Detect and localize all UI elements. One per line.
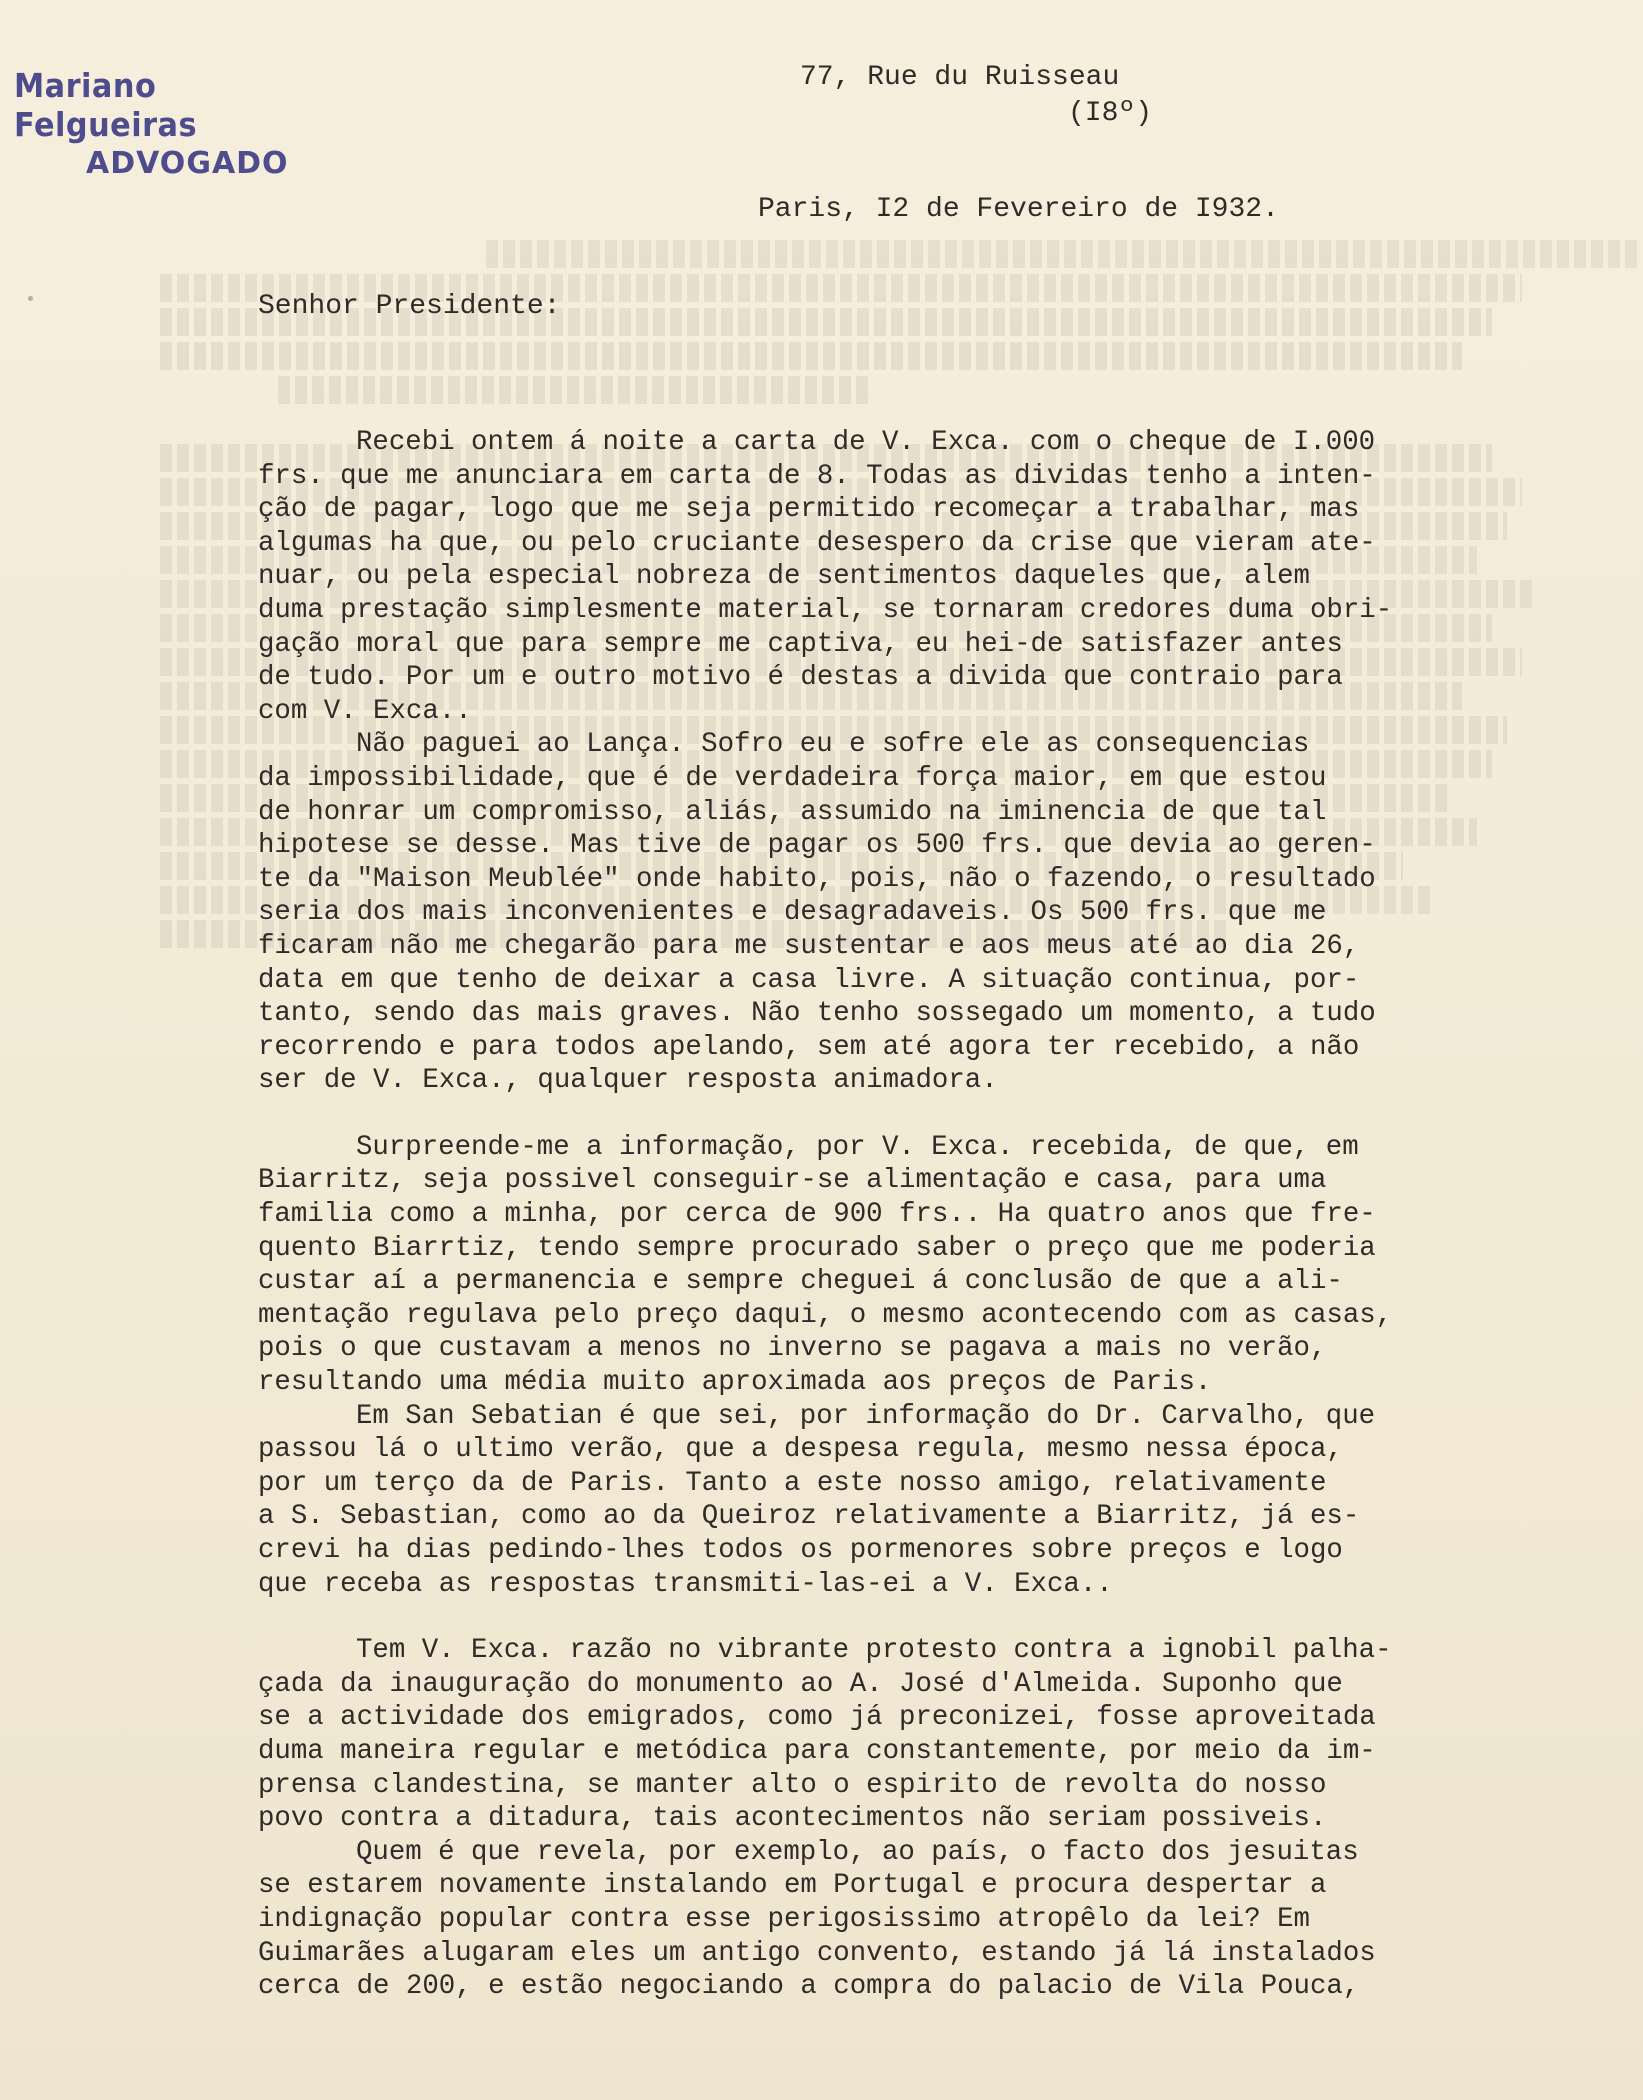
letter-body (258, 426, 1628, 2004)
body-line: se a actividade dos emigrados, como já preconizei, fosse aproveitada (258, 1702, 1376, 1734)
body-line: custar aí a permanencia e sempre cheguei á conclusão de que a ali- (258, 1266, 1343, 1298)
body-line: gação moral que para sempre me captiva, eu hei-de satisfazer antes (258, 628, 1343, 660)
body-line: de tudo. Por um e outro motivo é destas a divida que contraio para (258, 662, 1343, 694)
body-line: prensa clandestina, se manter alto o espirito de revolta do nosso (258, 1769, 1327, 1801)
body-line: de honrar um compromisso, aliás, assumido na iminencia de que tal (258, 796, 1327, 828)
body-line: com V. Exca.. (258, 695, 472, 727)
body-line: mentação regulava pelo preço daqui, o mesmo acontecendo com as casas, (258, 1299, 1393, 1331)
body-line: resultando uma média muito aproximada aos preços de Paris. (258, 1367, 1212, 1399)
body-line: çada da inauguração do monumento ao A. José d'Almeida. Suponho que (258, 1668, 1343, 1700)
body-line: seria dos mais inconvenientes e desagradaveis. Os 500 frs. que me (258, 897, 1327, 929)
body-line: familia como a minha, por cerca de 900 frs.. Ha quatro anos que fre- (258, 1199, 1376, 1231)
body-line: Não paguei ao Lança. Sofro eu e sofre ele as consequencias (356, 729, 1310, 761)
body-line: que receba as respostas transmiti-las-ei a V. Exca.. (258, 1568, 1113, 1600)
body-line: hipotese se desse. Mas tive de pagar os 500 frs. que devia ao geren- (258, 830, 1376, 862)
body-line: Tem V. Exca. razão no vibrante protesto contra a ignobil palha- (356, 1635, 1392, 1667)
body-line: Recebi ontem á noite a carta de V. Exca. com o cheque de I.000 (356, 427, 1376, 458)
body-line: Surpreende-me a informação, por V. Exca. recebida, de que, em (356, 1131, 1359, 1163)
paper-speck (28, 296, 33, 301)
body-line: quento Biarrtiz, tendo sempre procurado saber o preço que me poderia (258, 1232, 1376, 1264)
letterhead-name: Mariano Felgueiras (14, 66, 197, 144)
body-line: Biarritz, seja possivel conseguir-se alimentação e casa, para uma (258, 1165, 1327, 1197)
letterhead-stamp (14, 66, 344, 181)
body-line: se estarem novamente instalando em Portugal e procura despertar a (258, 1870, 1327, 1902)
body-line: crevi ha dias pedindo-lhes todos os pormenores sobre preços e logo (258, 1535, 1343, 1566)
body-line: duma prestação simplesmente material, se tornaram credores duma obri- (258, 594, 1393, 626)
sender-address (800, 60, 1152, 132)
body-line: da impossibilidade, que é de verdadeira força maior, em que estou (258, 762, 1327, 794)
letterhead-title: ADVOGADO (86, 146, 289, 181)
body-line: ção de pagar, logo que me seja permitido recomeçar a trabalhar, mas (258, 494, 1360, 526)
body-line: passou lá o ultimo verão, que a despesa regula, mesmo nessa época, (258, 1434, 1343, 1466)
body-line: data em que tenho de deixar a casa livre. A situação continua, por- (258, 964, 1360, 996)
dateline: Paris, I2 de Fevereiro de I932. (758, 194, 1279, 225)
body-line: Quem é que revela, por exemplo, ao país, o facto dos jesuitas (356, 1836, 1359, 1868)
address-district: (I8º) (1068, 98, 1153, 129)
body-line: recorrendo e para todos apelando, sem até agora ter recebido, a não (258, 1031, 1360, 1063)
body-line: a S. Sebastian, como ao da Queiroz relativamente a Biarritz, já es- (258, 1501, 1360, 1533)
body-line: frs. que me anunciara em carta de 8. Todas as dividas tenho a inten- (258, 460, 1376, 492)
body-line: pois o que custavam a menos no inverno se pagava a mais no verão, (258, 1333, 1327, 1365)
body-line: Em San Sebatian é que sei, por informação do Dr. Carvalho, que (356, 1400, 1376, 1432)
body-line: te da "Maison Meublée" onde habito, pois, não o fazendo, o resultado (258, 863, 1376, 895)
body-line: indignação popular contra esse perigosissimo atropêlo da lei? Em (258, 1903, 1310, 1935)
address-street: 77, Rue du Ruisseau (800, 62, 1120, 93)
body-line: ficaram não me chegarão para me sustentar e aos meus até ao dia 26, (258, 930, 1360, 962)
body-line: nuar, ou pela especial nobreza de sentimentos daqueles que, alem (258, 561, 1310, 593)
body-line: povo contra a ditadura, tais acontecimentos não seriam possiveis. (258, 1803, 1327, 1835)
body-line: por um terço da de Paris. Tanto a este nosso amigo, relativamente (258, 1467, 1327, 1499)
body-line: ser de V. Exca., qualquer resposta animadora. (258, 1065, 998, 1097)
body-line: Guimarães alugaram eles um antigo convento, estando já lá instalados (258, 1937, 1376, 1969)
body-line: algumas ha que, ou pelo cruciante desespero da crise que vieram ate- (258, 527, 1376, 559)
body-line: cerca de 200, e estão negociando a compra do palacio de Vila Pouca, (258, 1971, 1360, 2003)
salutation: Senhor Presidente: (258, 291, 561, 322)
body-line: tanto, sendo das mais graves. Não tenho sossegado um momento, a tudo (258, 998, 1376, 1030)
body-line: duma maneira regular e metódica para constantemente, por meio da im- (258, 1735, 1376, 1767)
